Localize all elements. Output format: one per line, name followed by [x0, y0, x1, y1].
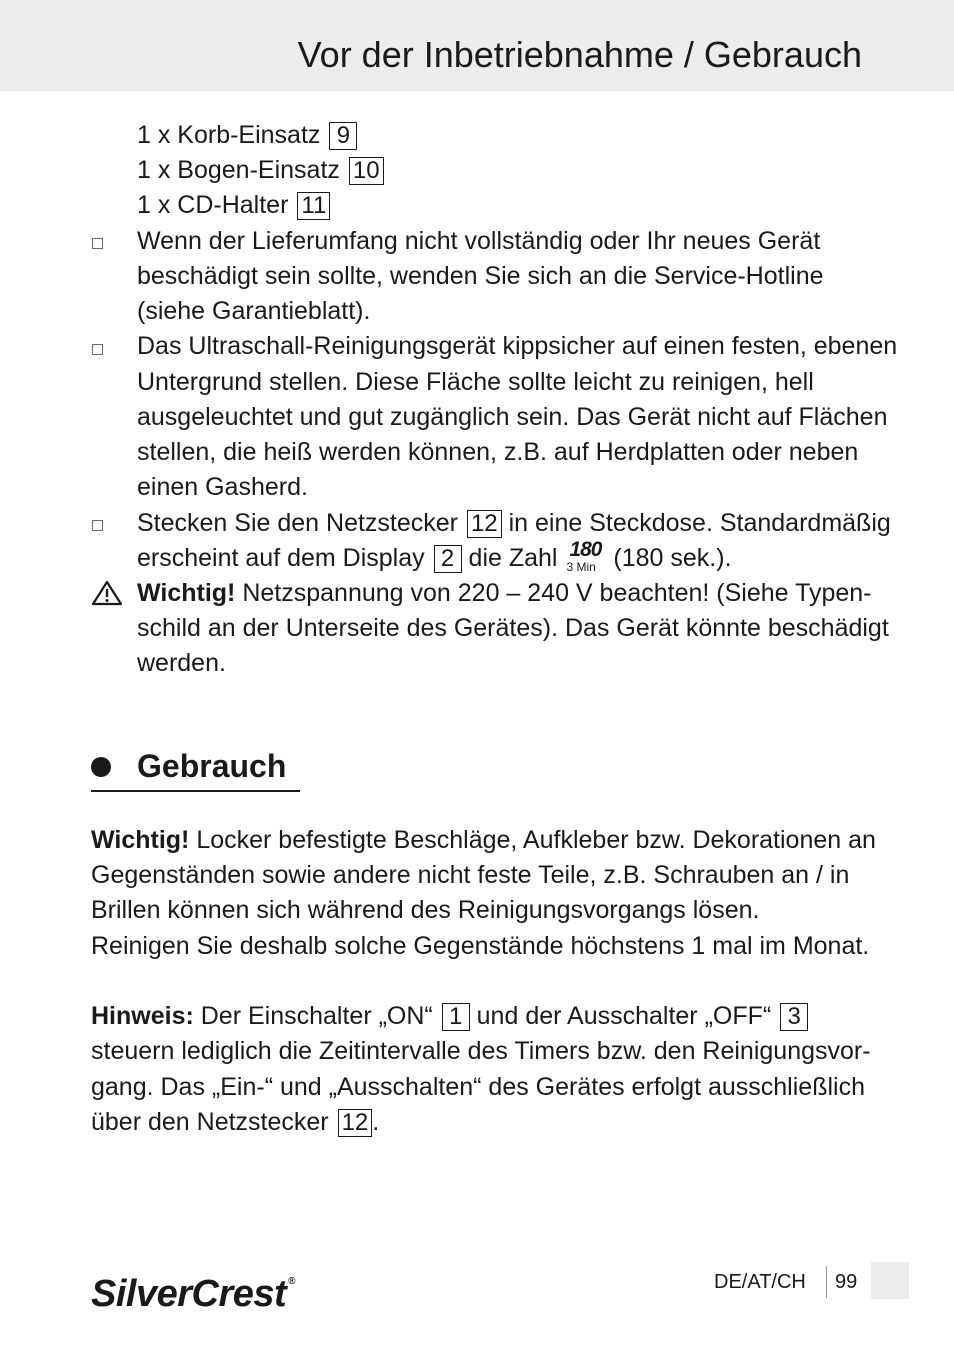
- lcd-number: 180: [569, 538, 602, 561]
- registered-mark: ®: [288, 1276, 296, 1287]
- warning-line: schild an der Unterseite des Gerätes). Das Gerät könnte beschädigt: [137, 614, 889, 642]
- list-item-text: 1 x CD-Halter: [137, 191, 289, 219]
- bullet-text-line: Wenn der Lieferumfang nicht vollständig oder Ihr neues Gerät: [137, 227, 821, 255]
- paragraph-line: gang. Das „Ein-“ und „Ausschalten“ des Gerätes erfolgt ausschließlich: [91, 1073, 865, 1101]
- paragraph-line: Reinigen Sie deshalb solche Gegenstände höchstens 1 mal im Monat.: [91, 932, 870, 960]
- text-segment: Stecken Sie den Netzstecker: [137, 509, 458, 537]
- part-reference: 12: [467, 510, 502, 538]
- text-segment: .: [372, 1108, 380, 1136]
- note-label: Hinweis:: [91, 1002, 194, 1030]
- warning-label: Wichtig!: [137, 579, 236, 607]
- warning-icon: [91, 580, 123, 606]
- page-tab-marker: [871, 1262, 909, 1299]
- list-item-text: 1 x Korb-Einsatz: [137, 121, 321, 149]
- bullet-text-line: einen Gasherd.: [137, 473, 308, 501]
- list-item: [137, 153, 384, 188]
- page-header: [0, 0, 954, 91]
- bullet-text-line: stellen, die heiß werden können, z.B. auf Herdplatten oder neben: [137, 438, 859, 466]
- paragraph-line: Brillen können sich während des Reinigungsvorgangs lösen.: [91, 896, 760, 924]
- bullet-text-line: (siehe Garantieblatt).: [137, 297, 371, 325]
- bullet-marker: [92, 520, 103, 531]
- text-segment: Locker befestigte Beschläge, Aufkleber bzw. Dekorationen an: [196, 826, 876, 854]
- part-reference: 2: [434, 545, 462, 573]
- text-segment: in eine Steckdose. Standardmäßig: [508, 509, 891, 537]
- section-heading-text: Gebrauch: [137, 748, 287, 784]
- part-reference: 9: [329, 122, 357, 150]
- part-reference: 10: [349, 157, 384, 185]
- text-segment: Der Einschalter „ON“: [200, 1002, 433, 1030]
- text-segment: (180 sek.).: [613, 544, 732, 572]
- bullet-text-line: ausgeleuchtet und gut zugänglich sein. Das Gerät nicht auf Flächen: [137, 403, 888, 431]
- text-segment: Netzspannung von 220 – 240 V beachten! (Siehe Typen-: [242, 579, 872, 607]
- paragraph-line: [91, 1105, 379, 1140]
- text-segment: und der Ausschalter „OFF“: [476, 1002, 772, 1030]
- part-reference: 3: [780, 1003, 808, 1031]
- warning-line: werden.: [137, 649, 226, 677]
- bullet-text-line: Das Ultraschall-Reinigungsgerät kippsicher auf einen festen, ebenen: [137, 332, 898, 360]
- region-code: DE/AT/CH: [714, 1271, 806, 1293]
- part-reference: 12: [338, 1109, 373, 1137]
- paragraph-line: [91, 999, 808, 1034]
- paragraph-line: [91, 823, 876, 858]
- footer-divider: [826, 1266, 827, 1298]
- lcd-subtext: 3 Min: [566, 560, 596, 574]
- important-label: Wichtig!: [91, 826, 190, 854]
- section-heading: [91, 744, 300, 792]
- part-reference: 11: [297, 192, 330, 220]
- list-item: [137, 118, 357, 153]
- text-segment: über den Netzstecker: [91, 1108, 329, 1136]
- list-item: [137, 188, 330, 223]
- brand-name: SilverCrest: [91, 1273, 287, 1315]
- text-segment: die Zahl: [468, 544, 558, 572]
- paragraph-line: Gegenständen sowie andere nicht feste Teile, z.B. Schrauben an / in: [91, 861, 850, 889]
- page-number: 99: [835, 1271, 858, 1293]
- bullet-text-line: Untergrund stellen. Diese Fläche sollte leicht zu reinigen, hell: [137, 368, 814, 396]
- page-title: Vor der Inbetriebnahme / Gebrauch: [297, 34, 862, 75]
- bullet-text-line: beschädigt sein sollte, wenden Sie sich an die Service-Hotline: [137, 262, 824, 290]
- brand-logo: [91, 1262, 295, 1314]
- list-item-text: 1 x Bogen-Einsatz: [137, 156, 340, 184]
- heading-bullet-icon: [91, 757, 111, 777]
- bullet-text-line: [137, 506, 891, 541]
- paragraph-line: steuern lediglich die Zeitintervalle des Timers bzw. den Reinigungsvor-: [91, 1037, 871, 1065]
- bullet-marker: [92, 238, 103, 249]
- bullet-text-line: [137, 538, 732, 576]
- warning-line: [137, 576, 872, 611]
- lcd-display-icon: [566, 538, 604, 574]
- text-segment: erscheint auf dem Display: [137, 544, 425, 572]
- part-reference: 1: [442, 1003, 470, 1031]
- bullet-marker: [92, 344, 103, 355]
